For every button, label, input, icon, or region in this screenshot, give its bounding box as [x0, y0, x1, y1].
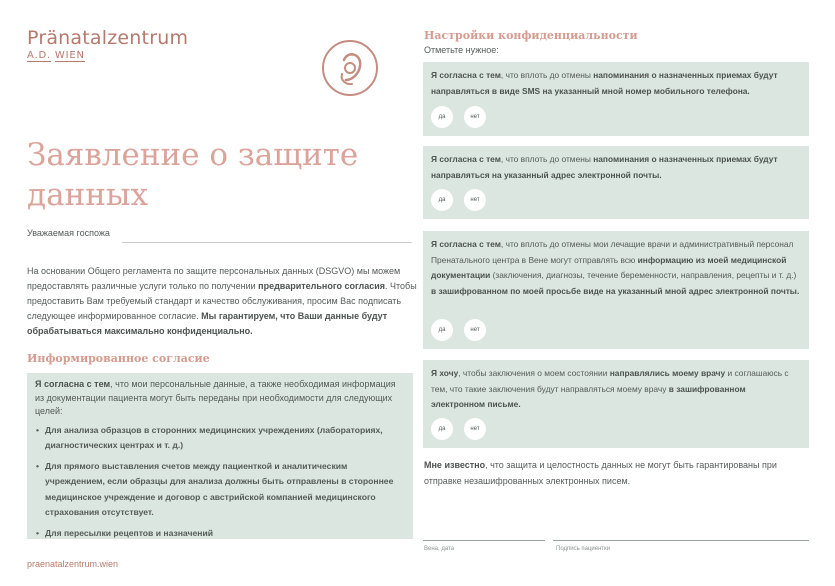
- consent-purpose-item: • Для прямого выставления счетов между пациенткой и аналитическим учреждением, если образцы для анализа должны быть отправлены в стороннее медицинское учреждение и договор с австрийской компанией медицинского страхования отсутствует.: [45, 459, 405, 521]
- option-text-plain: , чтобы заключения о моем состоянии: [458, 368, 610, 378]
- footer-website: praenatalzentrum.wien: [27, 559, 119, 569]
- option-text-bold: направлялись моему врачу: [609, 368, 726, 378]
- option-text-plain: , что вплоть до отмены: [500, 70, 594, 80]
- place-date-field[interactable]: [423, 540, 545, 541]
- consent-purpose-list: [27, 423, 413, 540]
- option-text: [431, 152, 801, 183]
- option-text-plain: , что вплоть до отмены мои лечащие врачи и административный персонал Пренатального центра в Вене могут отправлять всю: [431, 239, 794, 265]
- consent-lead-text: , что мои персональные данные, а также необходимая информация из документации пациента могут быть переданы при необходимости для следующих целей:: [35, 379, 396, 416]
- salutation-name-field[interactable]: [122, 242, 412, 243]
- no-button[interactable]: нет: [464, 319, 486, 341]
- logo-sub-wien: WIEN: [54, 50, 85, 61]
- intro-text-2: . Чтобы предоставить Вам требуемый стандарт и качество обслуживания, просим Вас подписать следующее информированное согласие.: [27, 281, 417, 321]
- option-text-bold: Я согласна с тем: [431, 154, 501, 164]
- option-text-bold: напоминания о назначенных приемах будут направляться в виде SMS на указанный мной номер мобильного телефона.: [431, 70, 778, 96]
- place-date-label: Вена, дата: [424, 546, 455, 552]
- privacy-option-medical-documents: [423, 231, 809, 349]
- yes-no-group: [431, 189, 486, 211]
- logo-subtitle: [27, 50, 85, 61]
- intro-text-1: На основании Общего регламента по защите персональных данных (DSGVO) мы можем предоставлять различные услуги только по получении: [27, 266, 401, 291]
- yes-button[interactable]: да: [431, 418, 453, 440]
- yes-no-group: [431, 106, 486, 128]
- option-text-plain: и соглашаюсь с тем, что такие заключения будут направляться моему врачу: [431, 368, 789, 394]
- informed-consent-heading: Информированное согласие: [27, 352, 210, 365]
- option-text: [431, 366, 801, 413]
- privacy-instruction: Отметьте нужное:: [424, 45, 499, 55]
- patient-signature-label: Подпись пациентки: [556, 546, 611, 552]
- intro-bold-2: Мы гарантируем, что Ваши данные будут обрабатываться максимально конфиденциально.: [27, 311, 388, 336]
- option-text-bold: Я согласна с тем: [431, 239, 501, 249]
- yes-no-group: [431, 418, 486, 440]
- security-note: [424, 457, 810, 489]
- option-text-bold: в зашифрованном электронном письме.: [431, 383, 746, 409]
- option-text-bold: информацию из моей медицинской документации: [431, 254, 787, 280]
- privacy-settings-heading: Настройки конфиденциальности: [424, 29, 638, 42]
- privacy-option-email-reminders: [423, 146, 809, 219]
- consent-purpose-item: • Для пересылки рецептов и назначений: [45, 526, 405, 540]
- option-text: [431, 237, 801, 299]
- patient-signature-field[interactable]: [553, 540, 809, 541]
- salutation-label: Уважаемая госпожа: [27, 228, 110, 238]
- privacy-option-sms: [423, 62, 809, 136]
- consent-lead: [35, 378, 405, 419]
- option-text-plain: , что вплоть до отмены: [500, 154, 594, 164]
- fetus-emblem-icon: [320, 38, 380, 98]
- yes-button[interactable]: да: [431, 319, 453, 341]
- yes-no-group: [431, 319, 486, 341]
- option-text-bold: напоминания о назначенных приемах будут направляться на указанный адрес электронной почты.: [431, 154, 778, 180]
- informed-consent-box: [27, 373, 413, 539]
- logo-name: Pränatalzentrum: [27, 27, 189, 49]
- security-note-text: , что защита и целостность данных не могут быть гарантированы при отправке незашифрованных электронных писем.: [424, 460, 777, 486]
- logo-sub-ad: A.D.: [27, 50, 51, 61]
- option-text-bold: Я согласна с тем: [431, 70, 501, 80]
- consent-lead-bold: Я согласна с тем: [35, 379, 111, 389]
- yes-button[interactable]: да: [431, 189, 453, 211]
- no-button[interactable]: нет: [464, 418, 486, 440]
- option-text-bold: Я хочу: [431, 368, 459, 378]
- no-button[interactable]: нет: [464, 189, 486, 211]
- intro-bold-1: предварительного согласия: [258, 281, 386, 291]
- page-title: Заявление о защите данных: [27, 137, 359, 213]
- consent-purpose-item: • Для анализа образцов в сторонних медицинских учреждениях (лабораториях, диагностических центрах и т. д.): [45, 423, 405, 454]
- yes-button[interactable]: да: [431, 106, 453, 128]
- option-text: [431, 68, 801, 99]
- no-button[interactable]: нет: [464, 106, 486, 128]
- security-note-bold: Мне известно: [424, 460, 486, 470]
- intro-paragraph: [27, 264, 417, 339]
- option-text-plain: (заключения, диагнозы, течение беременности, направления, рецепты и т. д.): [490, 270, 797, 280]
- privacy-option-doctor-reports: [423, 360, 809, 448]
- option-text-bold: в зашифрованном по моей просьбе виде на указанный мной адрес электронной почты.: [431, 285, 800, 296]
